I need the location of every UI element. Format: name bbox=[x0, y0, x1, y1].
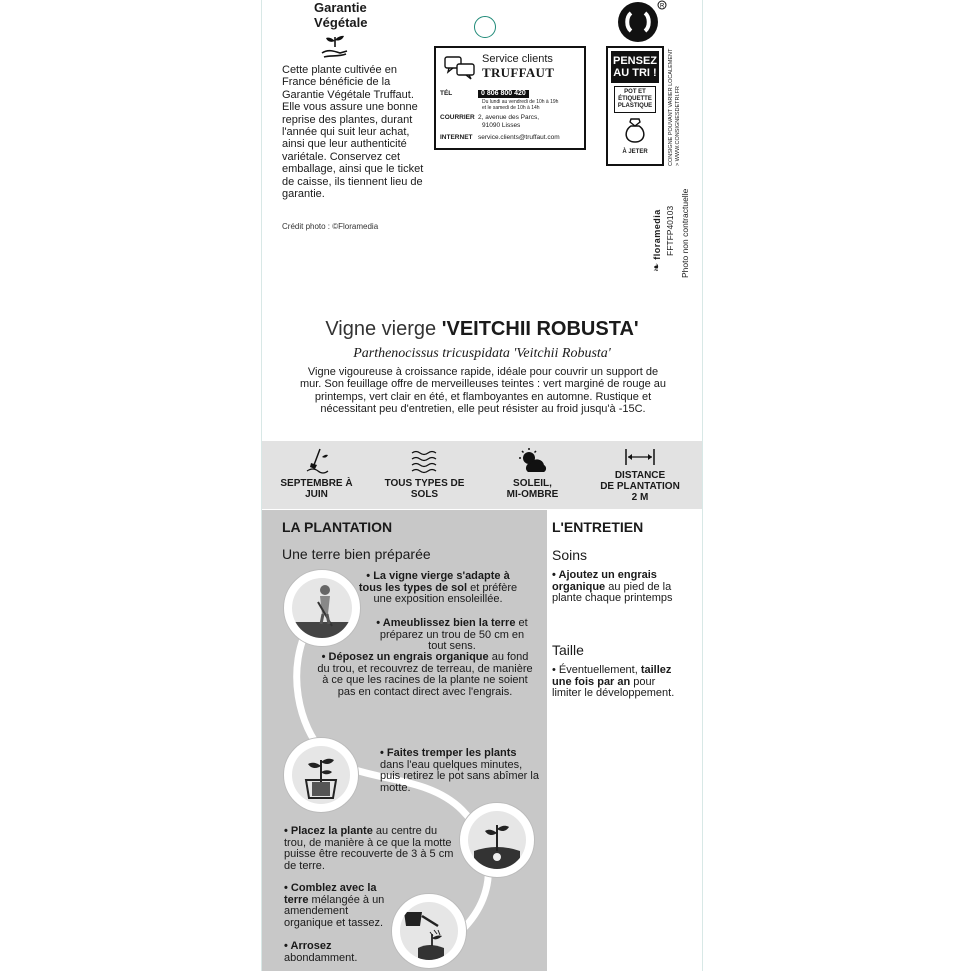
soil-item bbox=[377, 447, 472, 500]
step3-bold: • Déposez un engrais organique bbox=[321, 651, 489, 663]
trash-bag-icon bbox=[622, 116, 648, 144]
characteristics-band bbox=[262, 441, 703, 509]
service-email: service.clients@truffaut.com bbox=[478, 134, 560, 141]
exposure-item bbox=[490, 447, 575, 500]
step4-bold: • Faites tremper les plants bbox=[380, 747, 517, 759]
recycling-box bbox=[606, 46, 664, 166]
taille-pre: • Éventuellement, bbox=[552, 664, 641, 676]
exposure-line2: MI-OMBRE bbox=[506, 489, 559, 500]
step6-text: mélangée à un amendement organique et tassez. bbox=[284, 893, 385, 929]
step-text-4 bbox=[380, 748, 540, 794]
watering-can-icon bbox=[400, 902, 458, 960]
step-circle-placing bbox=[460, 803, 534, 877]
soil-line1: TOUS TYPES DE bbox=[384, 478, 465, 489]
taille-bold: taillez une fois par an bbox=[552, 664, 672, 688]
product-description: Vigne vigoureuse à croissance rapide, idéale pour couvrir un support de mur. Son feuillage offre de merveilleuses teintes : vert marginé de rouge au printemps, vert clair en été, et flamboyantes en automne. Rustique et nécessitant peu d'entretien, elle peut résister au froid jusqu'à -15C. bbox=[299, 366, 667, 416]
floramedia-logo-text: floramedia bbox=[652, 209, 662, 260]
taille-title: Taille bbox=[552, 642, 584, 658]
green-dot-icon bbox=[614, 0, 670, 44]
guarantee-text: Cette plante cultivée en France bénéficie de la Garantie Végétale Truffaut. Elle vous assure une bonne reprise des plantes, durant l'année qui suit leur achat, ainsi que leur authenticité variétale. Conservez cet emballage, ainsi que le ticket de caisse, ils tiennent lieu de garantie. bbox=[282, 64, 424, 201]
mid-line3: PLASTIQUE bbox=[617, 103, 653, 109]
plantation-title: LA PLANTATION bbox=[282, 519, 393, 535]
soins-rest: au pied de la plante chaque printemps bbox=[552, 580, 673, 605]
internet-label: INTERNET bbox=[440, 134, 473, 141]
product-title bbox=[262, 318, 702, 341]
mid-line2: ÉTIQUETTE bbox=[618, 96, 652, 102]
product-common-name: Vigne vierge bbox=[325, 318, 442, 340]
product-code: FFTFP40103 bbox=[665, 205, 675, 256]
distance-item bbox=[590, 447, 690, 503]
step3-text: au fond du trou, et recouvrez de terreau, de manière à ce que les racines de la plante ne soient pas en contact direct avec l'engrais. bbox=[317, 651, 533, 698]
soil-line2: SOLS bbox=[410, 489, 439, 500]
hand-sprout-icon bbox=[320, 33, 350, 61]
recycle-side-line1: CONSIGNE POUVANT VARIER LOCALEMENT bbox=[668, 48, 674, 166]
service-phone-row bbox=[440, 90, 529, 98]
sun-cloud-icon bbox=[516, 447, 550, 475]
mid-line1: POT ET bbox=[624, 89, 646, 95]
step7-bold: • Arrosez bbox=[284, 940, 332, 952]
pensez-line1: PENSEZ bbox=[612, 55, 657, 67]
customer-service-box bbox=[434, 46, 586, 150]
step-text-3 bbox=[314, 652, 536, 698]
hang-hole-top bbox=[474, 16, 496, 38]
distance-line1: DISTANCE bbox=[614, 470, 666, 481]
step-text-5 bbox=[284, 826, 454, 872]
period-line2: JUIN bbox=[305, 489, 328, 500]
svg-text:R: R bbox=[660, 3, 665, 10]
service-title: Service clients bbox=[482, 53, 553, 65]
period-line1: SEPTEMBRE À bbox=[280, 478, 353, 489]
plantation-subtitle: Une terre bien préparée bbox=[282, 546, 431, 562]
distance-line3: 2 M bbox=[631, 492, 649, 503]
product-cultivar: 'VEITCHII ROBUSTA' bbox=[441, 318, 639, 340]
soil-icon bbox=[410, 447, 440, 475]
soins-bold: • Ajoutez un engrais organique bbox=[552, 569, 657, 593]
taille-text bbox=[552, 665, 677, 700]
hours-line1: Du lundi au vendredi de 10h à 19h bbox=[482, 99, 559, 105]
floramedia-brand: ❧ floramedia bbox=[651, 209, 663, 272]
guarantee-title-line1: Garantie bbox=[314, 0, 367, 15]
step-text-6 bbox=[284, 883, 396, 929]
soins-title: Soins bbox=[552, 547, 588, 563]
seedling-soil-icon bbox=[468, 811, 526, 869]
pensez-au-tri bbox=[611, 51, 659, 83]
period-item bbox=[274, 447, 359, 500]
plant-bucket-icon bbox=[292, 746, 350, 804]
step6-bold: • Comblez avec la terre bbox=[284, 882, 377, 906]
step-text-7 bbox=[284, 941, 374, 964]
product-latin-name: Parthenocissus tricuspidata 'Veitchii Robusta' bbox=[353, 346, 611, 361]
entretien-title: L'ENTRETIEN bbox=[552, 519, 644, 535]
tel-label: TÉL bbox=[440, 90, 453, 97]
distance-line2: DE PLANTATION bbox=[600, 481, 680, 492]
taille-post: pour limiter le développement. bbox=[552, 675, 675, 700]
soins-text bbox=[552, 570, 680, 605]
step5-bold: • Placez la plante bbox=[284, 825, 373, 837]
distance-icon bbox=[623, 447, 657, 467]
person-digging-icon bbox=[292, 578, 352, 638]
step5-text: au centre du trou, de manière à ce que la motte puisse être recouverte de 3 à 5 cm de terre. bbox=[284, 825, 454, 872]
address-line1: 2, avenue des Parcs, bbox=[478, 114, 540, 121]
phone-number: 0 806 800 420 bbox=[478, 90, 529, 98]
step4-text: dans l'eau quelques minutes, puis retirez le pot sans abîmer la motte. bbox=[380, 758, 539, 794]
service-hours bbox=[482, 99, 558, 111]
photo-note: Photo non contractuelle bbox=[680, 188, 690, 278]
step-circle-watering bbox=[392, 894, 466, 968]
courrier-label: COURRIER bbox=[440, 114, 475, 121]
guarantee-title-line2: Végétale bbox=[314, 15, 368, 30]
service-brand: TRUFFAUT bbox=[482, 65, 555, 80]
step2-text: et préparez un trou de 50 cm en tout sens. bbox=[379, 617, 528, 653]
hours-line2: et le samedi de 10h à 14h bbox=[482, 105, 540, 111]
step-circle-soaking bbox=[284, 738, 358, 812]
a-jeter-label: À JETER bbox=[622, 149, 648, 155]
service-internet-row bbox=[440, 134, 560, 142]
step-text-1 bbox=[354, 571, 522, 606]
step1-text: et préfère une exposition ensoleillée. bbox=[373, 581, 518, 606]
step7-text: abondamment. bbox=[284, 951, 358, 964]
guarantee-title bbox=[314, 0, 404, 30]
step-circle-digging bbox=[284, 570, 360, 646]
plant-label-card bbox=[261, 0, 703, 971]
photo-credit: Crédit photo : ©Floramedia bbox=[282, 222, 379, 231]
plantation-section bbox=[262, 510, 547, 971]
address-line2: 91090 Lisses bbox=[482, 122, 521, 129]
recycle-side-line2: > WWW.CONSIGNESDETRI.FR bbox=[675, 86, 681, 166]
step2-bold: • Ameublissez bien la terre bbox=[376, 617, 516, 629]
planting-tool-icon bbox=[304, 447, 330, 475]
service-address-row bbox=[440, 114, 539, 122]
chat-bubbles-icon bbox=[444, 56, 476, 80]
exposure-line1: SOLEIL, bbox=[513, 478, 552, 489]
pot-etiquette-label bbox=[614, 86, 656, 113]
step-text-2 bbox=[372, 618, 532, 653]
recycle-side-text bbox=[668, 49, 682, 166]
pensez-line2: AU TRI ! bbox=[613, 67, 657, 79]
step1-bold: • La vigne vierge s'adapte à tous les types de sol bbox=[358, 570, 510, 594]
